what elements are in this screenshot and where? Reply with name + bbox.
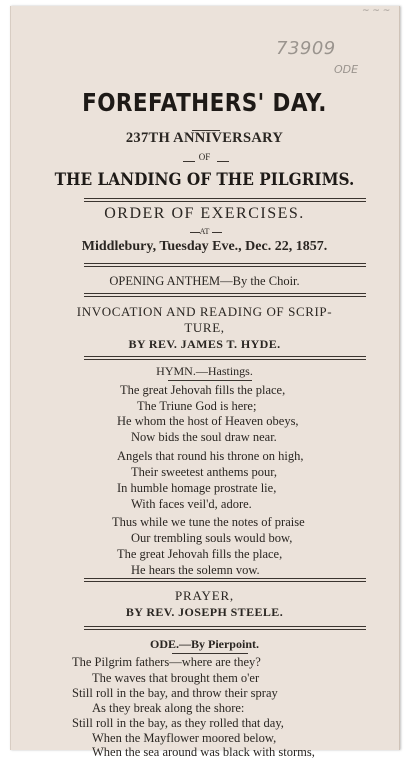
of-line: OF (198, 152, 211, 162)
ode-line: Still roll in the bay, as they rolled that day, (72, 716, 284, 730)
pencil-code: ODE (334, 63, 359, 76)
of-rule-right (217, 161, 229, 162)
page-title: FOREFATHERS' DAY. (82, 88, 327, 117)
at-rule-right (212, 232, 222, 233)
prayer-heading: PRAYER, (175, 588, 234, 603)
ode-heading: ODE.—By Pierpoint. (149, 637, 259, 651)
hymn-line: Angels that round his throne on high, (117, 449, 304, 463)
hymn-heading: HYMN.—Hastings. (156, 364, 253, 378)
anniversary-line: 237TH ANNIVERSARY (125, 130, 284, 146)
hymn-line: He hears the solemn vow. (131, 563, 260, 577)
hymn-line: Our trembling souls would bow, (131, 531, 293, 545)
section-divider (84, 293, 366, 297)
section-divider (84, 263, 366, 267)
hymn-line: The great Jehovah fills the place, (120, 383, 286, 397)
hymn-line: The Triune God is here; (137, 399, 257, 413)
ode-rule (172, 653, 248, 654)
hymn-line: With faces veil'd, adore. (131, 497, 252, 511)
section-divider (84, 356, 366, 360)
landing-line: THE LANDING OF THE PILGRIMS. (54, 170, 355, 190)
section-divider (84, 198, 366, 202)
pencil-catalog-number: 73909 (276, 38, 336, 59)
hymn-line: The great Jehovah fills the place, (117, 547, 283, 561)
hymn-line: Now bids the soul draw near. (131, 430, 277, 444)
ode-line: Still roll in the bay, and throw their spray (72, 686, 278, 700)
ode-line: When the Mayflower moored below, (92, 731, 277, 745)
section-divider (84, 626, 366, 630)
anthem-line: OPENING ANTHEM—By the Choir. (109, 274, 300, 288)
at-line: AT (199, 227, 210, 236)
hymn-line: In humble homage prostrate lie, (117, 481, 277, 495)
place-date-line: Middlebury, Tuesday Eve., Dec. 22, 1857. (81, 239, 328, 254)
hymn-line: Their sweetest anthems pour, (131, 465, 277, 479)
section-divider (84, 578, 366, 582)
hymn-line: He whom the host of Heaven obeys, (117, 414, 299, 428)
ode-line: When the sea around was black with storms, (92, 745, 315, 759)
pencil-mark-corner: ~ ~ ~ (362, 6, 391, 16)
hymn-line: Thus while we tune the notes of praise (112, 515, 305, 529)
hymn-rule (168, 380, 252, 381)
invocation-line-1: INVOCATION AND READING OF SCRIP- (76, 304, 333, 319)
invocation-line-2: TURE, (184, 320, 225, 335)
prayer-by: BY REV. JOSEPH STEELE. (125, 605, 284, 619)
ode-line: The waves that brought them o'er (92, 671, 260, 685)
ode-line: As they break along the shore: (92, 701, 245, 715)
order-heading: ORDER OF EXERCISES. (104, 205, 305, 222)
ode-line: The Pilgrim fathers—where are they? (72, 655, 261, 669)
invocation-by: BY REV. JAMES T. HYDE. (128, 337, 281, 351)
